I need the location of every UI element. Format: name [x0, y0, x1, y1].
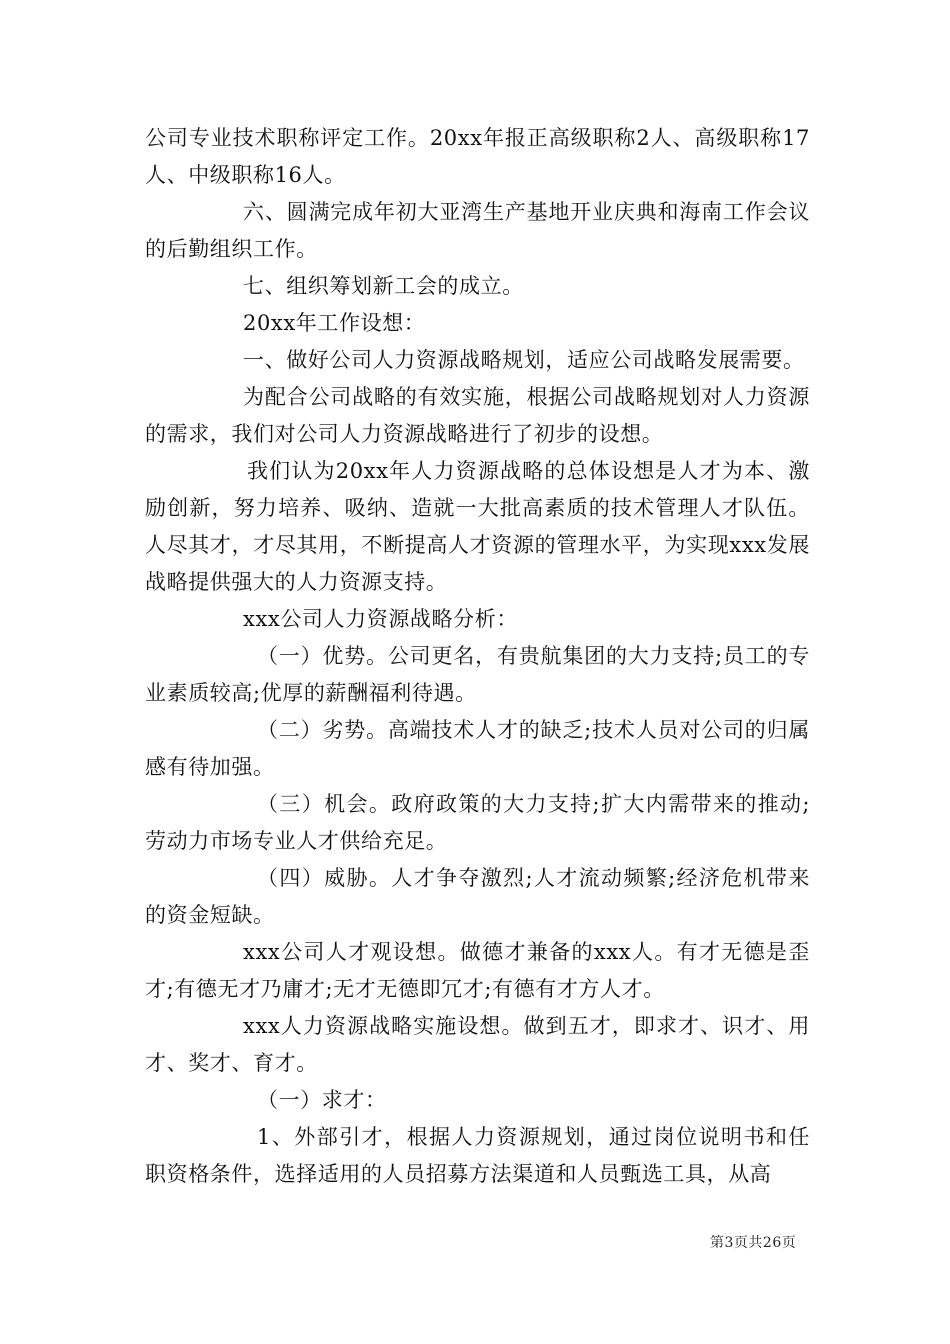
paragraph-3: 七、组织筹划新工会的成立。 — [243, 274, 524, 298]
paragraph-2: 六、圆满完成年初大亚湾生产基地开业庆典和海南工作会议的后勤组织工作。 — [145, 200, 810, 261]
paragraph-1: 公司专业技术职称评定工作。20xx年报正高级职称2人、高级职称17人、中级职称16人。 — [145, 126, 810, 187]
paragraph-9: （一）优势。公司更名，有贵航集团的大力支持;员工的专业素质较高;优厚的薪酬福利待遇。 — [145, 644, 810, 705]
paragraph-8: xxx公司人力资源战略分析： — [243, 607, 518, 631]
paragraph-11: （三）机会。政府政策的大力支持;扩大内需带来的推动;劳动力市场专业人才供给充足。 — [145, 792, 810, 853]
paragraph-16: 1、外部引才，根据人力资源规划，通过岗位说明书和任职资格条件，选择适用的人员招募方法渠道和人员甄选工具，从高 — [145, 1125, 810, 1186]
paragraph-7: 我们认为20xx年人力资源战略的总体设想是人才为本、激励创新，努力培养、吸纳、造就一大批高素质的技术管理人才队伍。人尽其才，才尽其用，不断提高人才资源的管理水平，为实现xxx发展战略提供强大的人力资源支持。 — [145, 459, 810, 594]
paragraph-10: （二）劣势。高端技术人才的缺乏;技术人员对公司的归属感有待加强。 — [145, 718, 810, 779]
document-body — [145, 120, 810, 1193]
paragraph-4: 20xx年工作设想： — [243, 311, 426, 335]
paragraph-6: 为配合公司战略的有效实施，根据公司战略规划对人力资源的需求，我们对公司人力资源战略进行了初步的设想。 — [145, 385, 810, 446]
paragraph-14: xxx人力资源战略实施设想。做到五才，即求才、识才、用才、奖才、育才。 — [145, 1014, 810, 1075]
paragraph-13: xxx公司人才观设想。做德才兼备的xxx人。有才无德是歪才;有德无才乃庸才;无才无德即冗才;有德有才方人才。 — [145, 940, 810, 1001]
page-number-footer: 第3页共26页 — [710, 1235, 797, 1251]
paragraph-15: （一）求才： — [257, 1088, 387, 1112]
paragraph-12: （四）威胁。人才争夺激烈;人才流动频繁;经济危机带来的资金短缺。 — [145, 866, 810, 927]
paragraph-5: 一、做好公司人力资源战略规划，适应公司战略发展需要。 — [243, 348, 805, 372]
